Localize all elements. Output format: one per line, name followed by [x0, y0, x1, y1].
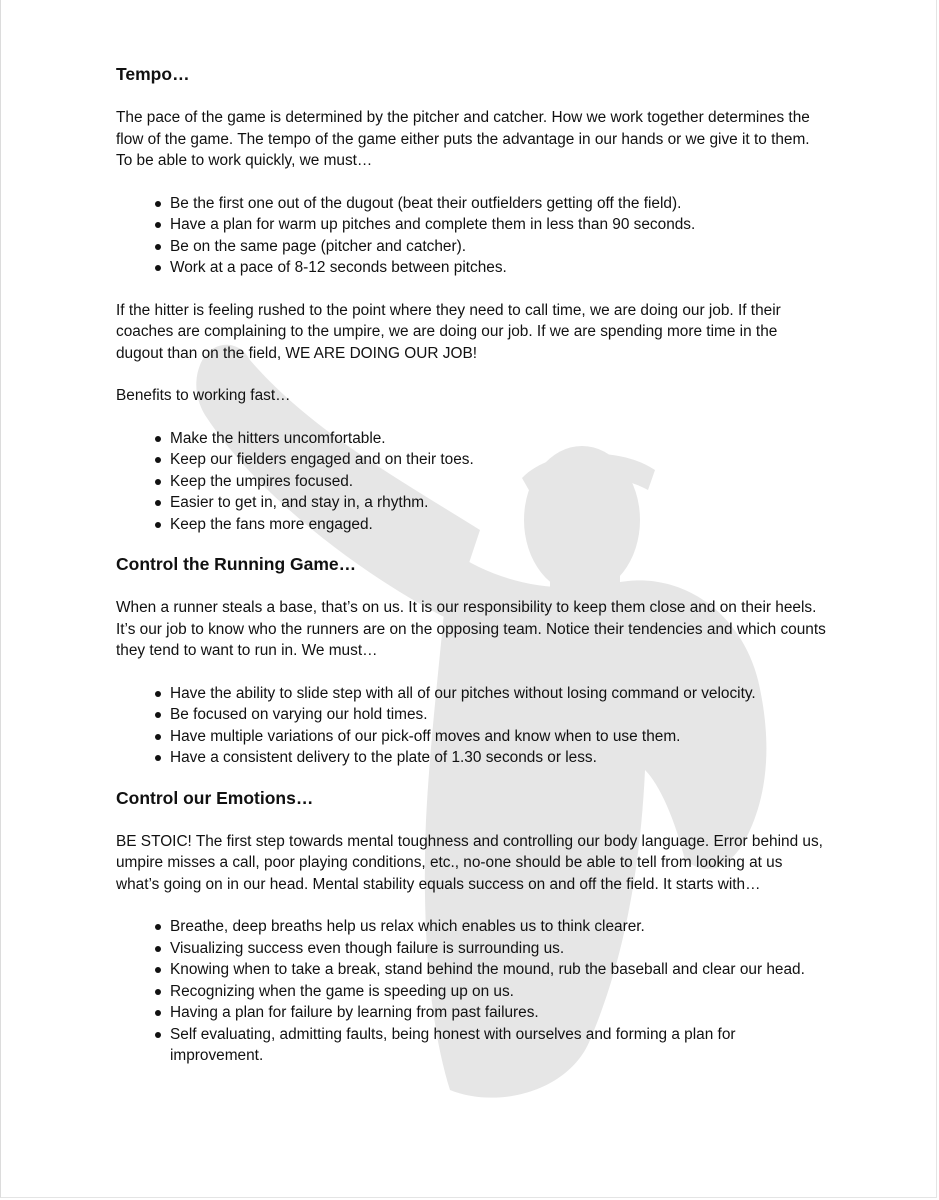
running-game-heading: Control the Running Game…	[116, 554, 357, 574]
list-item: Be focused on varying our hold times.	[170, 704, 828, 726]
list-item: Work at a pace of 8-12 seconds between pitches.	[170, 257, 828, 279]
emotions-list	[116, 916, 828, 1067]
list-item: Breathe, deep breaths help us relax which enables us to think clearer.	[170, 916, 828, 938]
list-item: Self evaluating, admitting faults, being honest with ourselves and forming a plan for improvement.	[170, 1024, 828, 1067]
list-item: Have a consistent delivery to the plate of 1.30 seconds or less.	[170, 747, 828, 769]
list-item: Have the ability to slide step with all of our pitches without losing command or velocity.	[170, 683, 828, 705]
list-item: Having a plan for failure by learning from past failures.	[170, 1002, 828, 1024]
benefits-list	[116, 428, 828, 536]
list-item: Make the hitters uncomfortable.	[170, 428, 828, 450]
running-game-list	[116, 683, 828, 769]
tempo-doing-our-job-paragraph: If the hitter is feeling rushed to the point where they need to call time, we are doing our job. If their coaches are complaining to the umpire, we are doing our job. If we are spending more time in the dugout than on the field, WE ARE DOING OUR JOB!	[116, 301, 781, 362]
document-body	[116, 62, 828, 1067]
list-item: Keep the fans more engaged.	[170, 514, 828, 536]
tempo-intro-paragraph: The pace of the game is determined by the pitcher and catcher. How we work together determines the flow of the game. The tempo of the game either puts the advantage in our hands or we give it to them. To be able to work quickly, we must…	[116, 109, 810, 169]
tempo-heading: Tempo…	[116, 64, 190, 84]
list-item: Be on the same page (pitcher and catcher).	[170, 236, 828, 258]
list-item: Visualizing success even though failure is surrounding us.	[170, 938, 828, 960]
list-item: Recognizing when the game is speeding up on us.	[170, 981, 828, 1003]
list-item: Keep our fielders engaged and on their toes.	[170, 449, 828, 471]
benefits-label: Benefits to working fast…	[116, 387, 291, 404]
list-item: Knowing when to take a break, stand behind the mound, rub the baseball and clear our head.	[170, 959, 828, 981]
list-item: Easier to get in, and stay in, a rhythm.	[170, 492, 828, 514]
emotions-heading: Control our Emotions…	[116, 787, 314, 808]
list-item: Have a plan for warm up pitches and complete them in less than 90 seconds.	[170, 214, 828, 236]
list-item: Have multiple variations of our pick-off moves and know when to use them.	[170, 726, 828, 748]
emotions-intro-paragraph: BE STOIC! The first step towards mental toughness and controlling our body language. Error behind us, umpire misses a call, poor playing conditions, etc., no-one should be able to tell from looking at us what’s going on in our head. Mental stability equals success on and off the field. It starts with…	[116, 832, 823, 893]
running-game-intro-paragraph: When a runner steals a base, that’s on us. It is our responsibility to keep them close and on their heels. It’s our job to know who the runners are on the opposing team. Notice their tendencies and which counts they tend to want to run in. We must…	[116, 599, 826, 659]
list-item: Keep the umpires focused.	[170, 471, 828, 493]
tempo-must-list	[116, 193, 828, 279]
list-item: Be the first one out of the dugout (beat their outfielders getting off the field).	[170, 193, 828, 215]
